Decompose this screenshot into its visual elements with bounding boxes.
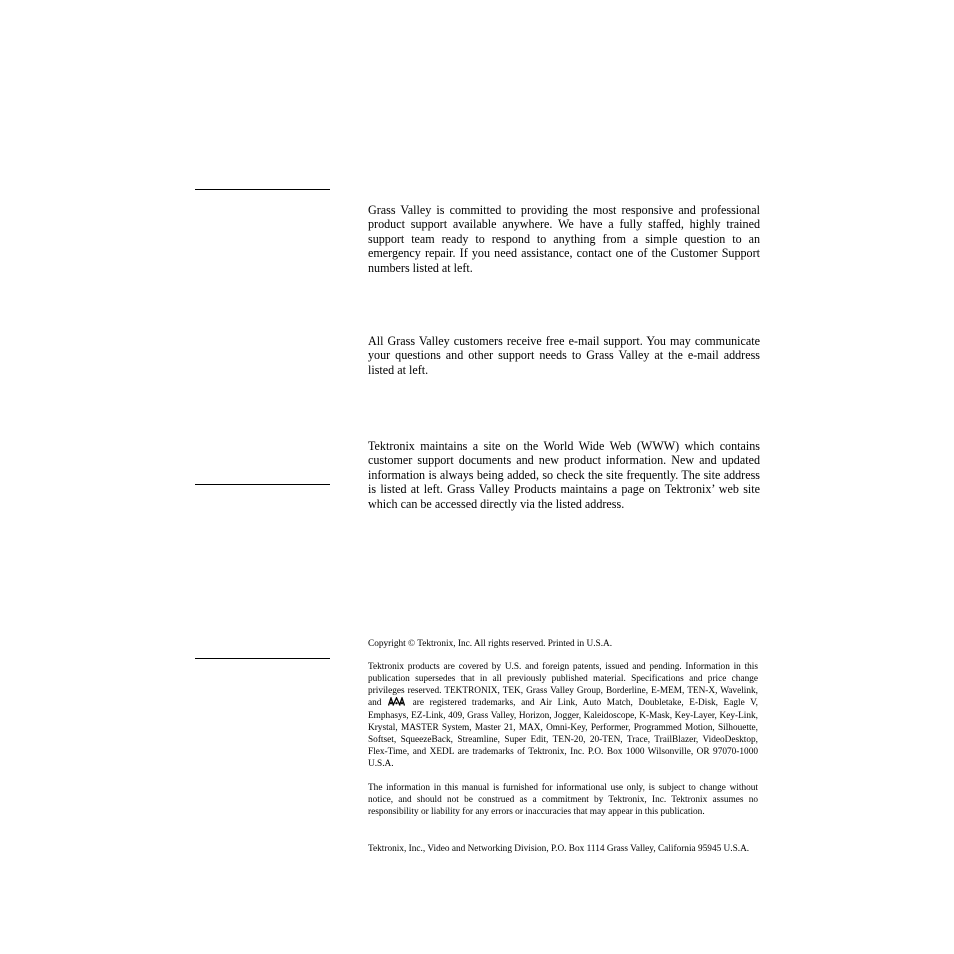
section-divider (195, 189, 330, 190)
web-site-paragraph: Tektronix maintains a site on the World Wide Web (WWW) which contains customer support documents and new product information. New and updated information is always being added, so check the site frequently. The site address is listed at left. Grass Valley Products maintains a page on Tektronix’ web site which can be accessed directly via the listed address. (368, 439, 760, 511)
email-support-paragraph: All Grass Valley customers receive free e-mail support. You may communicate your questions and other support needs to Grass Valley at the e-mail address listed at left. (368, 334, 760, 377)
trademark-notice (368, 661, 758, 770)
disclaimer-notice: The information in this manual is furnished for informational use only, is subject to change without notice, and should not be construed as a commitment by Tektronix, Inc. Tektronix assumes no responsibility or liability for any errors or inaccuracies that may appear in this publication. (368, 783, 758, 817)
copyright-notice: Copyright © Tektronix, Inc. All rights reserved. Printed in U.S.A. (368, 639, 613, 649)
tektronix-logo-icon (388, 697, 405, 710)
trademark-text-end: are registered trademarks, and Air Link, Auto Match, Doubletake, E-Disk, Eagle V, Emphasys, EZ-Link, 409, Grass Valley, Horizon, Jogger, Kaleidoscope, K-Mask, Key-Layer, Key-Link, Krystal, MASTER System, Master 21, MAX, Omni-Key, Performer, Programmed Motion, Silhouette, Softset, SqueezeBack, Streamline, Super Edit, TEN-20, 20-TEN, Trace, TrailBlazer, VideoDesktop, Flex-Time, and XEDL are trademarks of Tektronix, Inc. P.O. Box 1000 Wilsonville, OR 97070-1000 U.S.A. (368, 698, 758, 769)
section-divider (195, 658, 330, 659)
trademark-text-start: Tektronix products are covered by U.S. and foreign patents, issued and pending. Information in this publication supersedes that in all previously published material. Specifications and price change privileges reserved. TEKTRONIX, TEK, Grass Valley Group, Borderline, E-MEM, TEN-X, Wavelink, and (368, 662, 758, 708)
section-divider (195, 484, 330, 485)
customer-support-paragraph: Grass Valley is committed to providing the most responsive and professional product support available anywhere. We have a fully staffed, highly trained support team ready to respond to anything from a simple question to an emergency repair. If you need assistance, contact one of the Customer Support numbers listed at left. (368, 203, 760, 275)
company-address: Tektronix, Inc., Video and Networking Division, P.O. Box 1114 Grass Valley, California 95945 U.S.A. (368, 844, 750, 854)
